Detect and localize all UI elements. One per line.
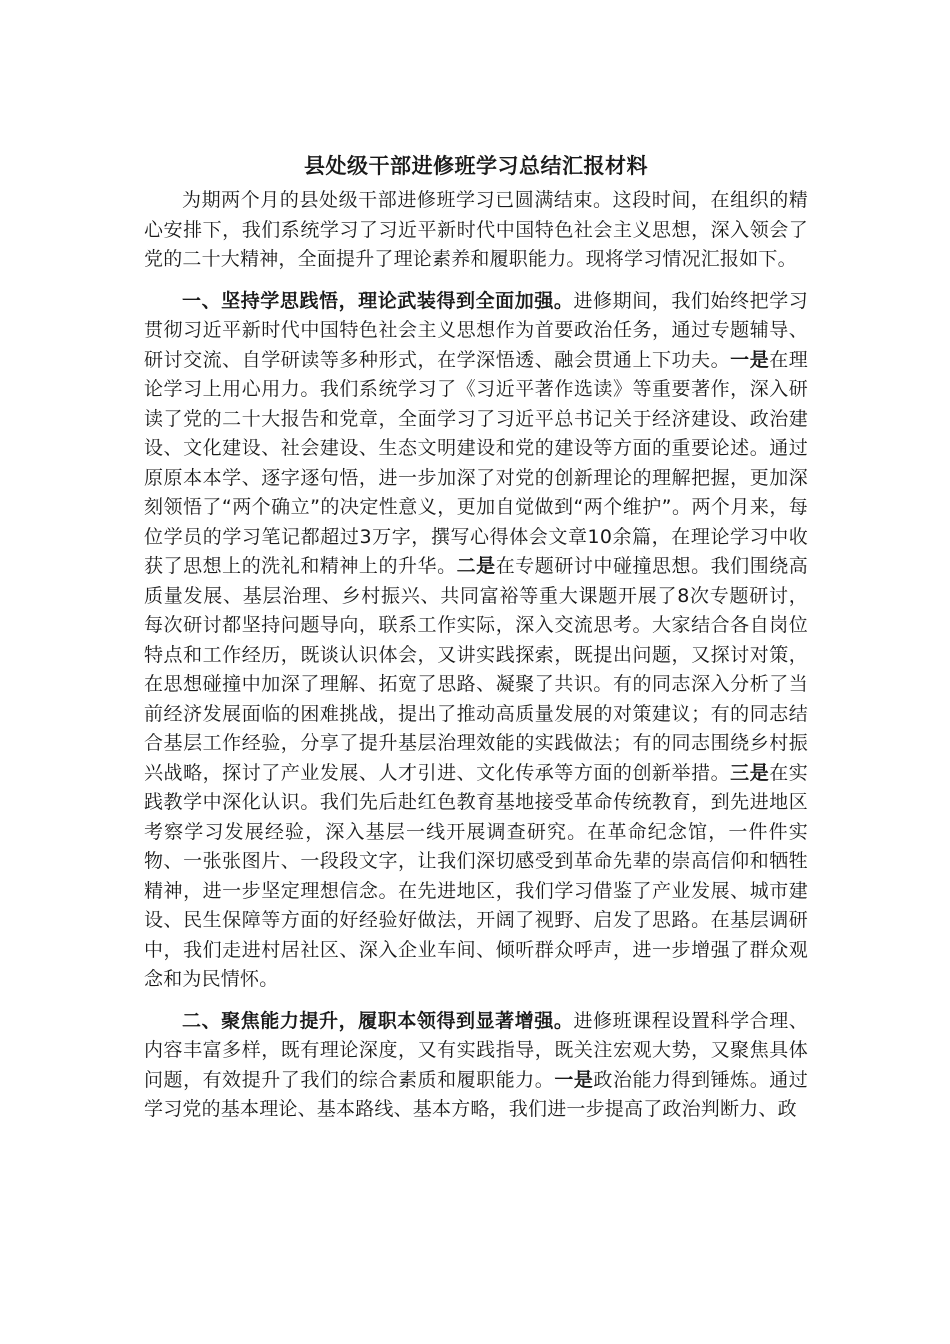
section-1-text-b: 在理论学习上用心用力。我们系统学习了《习近平著作选读》等重要著作，深入研读了党的二十大报告和党章，全面学习了习近平总书记关于经济建设、政治建设、文化建设、社会建设、生态文明建设和党的建设等方面的重要论述。通过原原本本学、逐字逐句悟，进一步加深了对党的创新理论的理解把握，更加深刻领悟了“两个确立”的决定性意义，更加自觉做到“两个维护”。两个月来，每位学员的学习笔记都超过3万字，撰写心得体会文章10余篇，在理论学习中收获了思想上的洗礼和精神上的升华。	[144, 348, 808, 577]
section-2-text-a: 进修班课程设置科学合理、内容丰富多样，既有理论深度，又有实践指导，既关注宏观大势，又聚焦具体问题，有效提升了我们的综合素质和履职能力。	[144, 1009, 808, 1091]
section-1-text-c: 在专题研讨中碰撞思想。我们围绕高质量发展、基层治理、乡村振兴、共同富裕等重大课题开展了8次专题研讨，每次研讨都坚持问题导向，联系工作实际，深入交流思考。大家结合各自岗位特点和工作经历，既谈认识体会，又讲实践探索，既提出问题，又探讨对策，在思想碰撞中加深了理解、拓宽了思路、凝聚了共识。有的同志深入分析了当前经济发展面临的困难挑战，提出了推动高质量发展的对策建议；有的同志结合基层工作经验，分享了提升基层治理效能的实践做法；有的同志围绕乡村振兴战略，探讨了产业发展、人才引进、文化传承等方面的创新举措。	[144, 555, 808, 784]
document-body	[144, 146, 808, 1125]
section-1-text-d: 在实践教学中深化认识。我们先后赴红色教育基地接受革命传统教育，到先进地区考察学习发展经验，深入基层一线开展调查研究。在革命纪念馆，一件件实物、一张张图片、一段段文字，让我们深切感受到革命先辈的崇高信仰和牺牲精神，进一步坚定理想信念。在先进地区，我们学习借鉴了产业发展、城市建设、民生保障等方面的好经验好做法，开阔了视野、启发了思路。在基层调研中，我们走进村居社区、深入企业车间、倾听群众呼声，进一步增强了群众观念和为民情怀。	[144, 761, 808, 990]
section-2-text-b: 政治能力得到锤炼。通过学习党的基本理论、基本路线、基本方略，我们进一步提高了政治判断力、政	[144, 1068, 808, 1120]
document-title: 县处级干部进修班学习总结汇报材料	[304, 154, 648, 178]
section-2-paragraph	[144, 1007, 808, 1125]
section-1-text-a: 进修期间，我们始终把学习贯彻习近平新时代中国特色社会主义思想作为首要政治任务，通过专题辅导、研讨交流、自学研读等多种形式，在学深悟透、融会贯通上下功夫。	[144, 289, 808, 371]
section-2-mark-1: 一是	[554, 1068, 594, 1091]
section-1-mark-1: 一是	[730, 348, 770, 371]
section-1-mark-3: 三是	[730, 761, 770, 784]
intro-paragraph: 为期两个月的县处级干部进修班学习已圆满结束。这段时间，在组织的精心安排下，我们系统学习了习近平新时代中国特色社会主义思想，深入领会了党的二十大精神，全面提升了理论素养和履职能力。现将学习情况汇报如下。	[144, 189, 808, 270]
section-1-paragraph	[144, 287, 808, 995]
section-1-mark-2: 二是	[456, 555, 496, 577]
section-1-heading: 一、坚持学思践悟，理论武装得到全面加强。	[182, 289, 574, 312]
section-2-heading: 二、聚焦能力提升，履职本领得到显著增强。	[182, 1009, 574, 1032]
